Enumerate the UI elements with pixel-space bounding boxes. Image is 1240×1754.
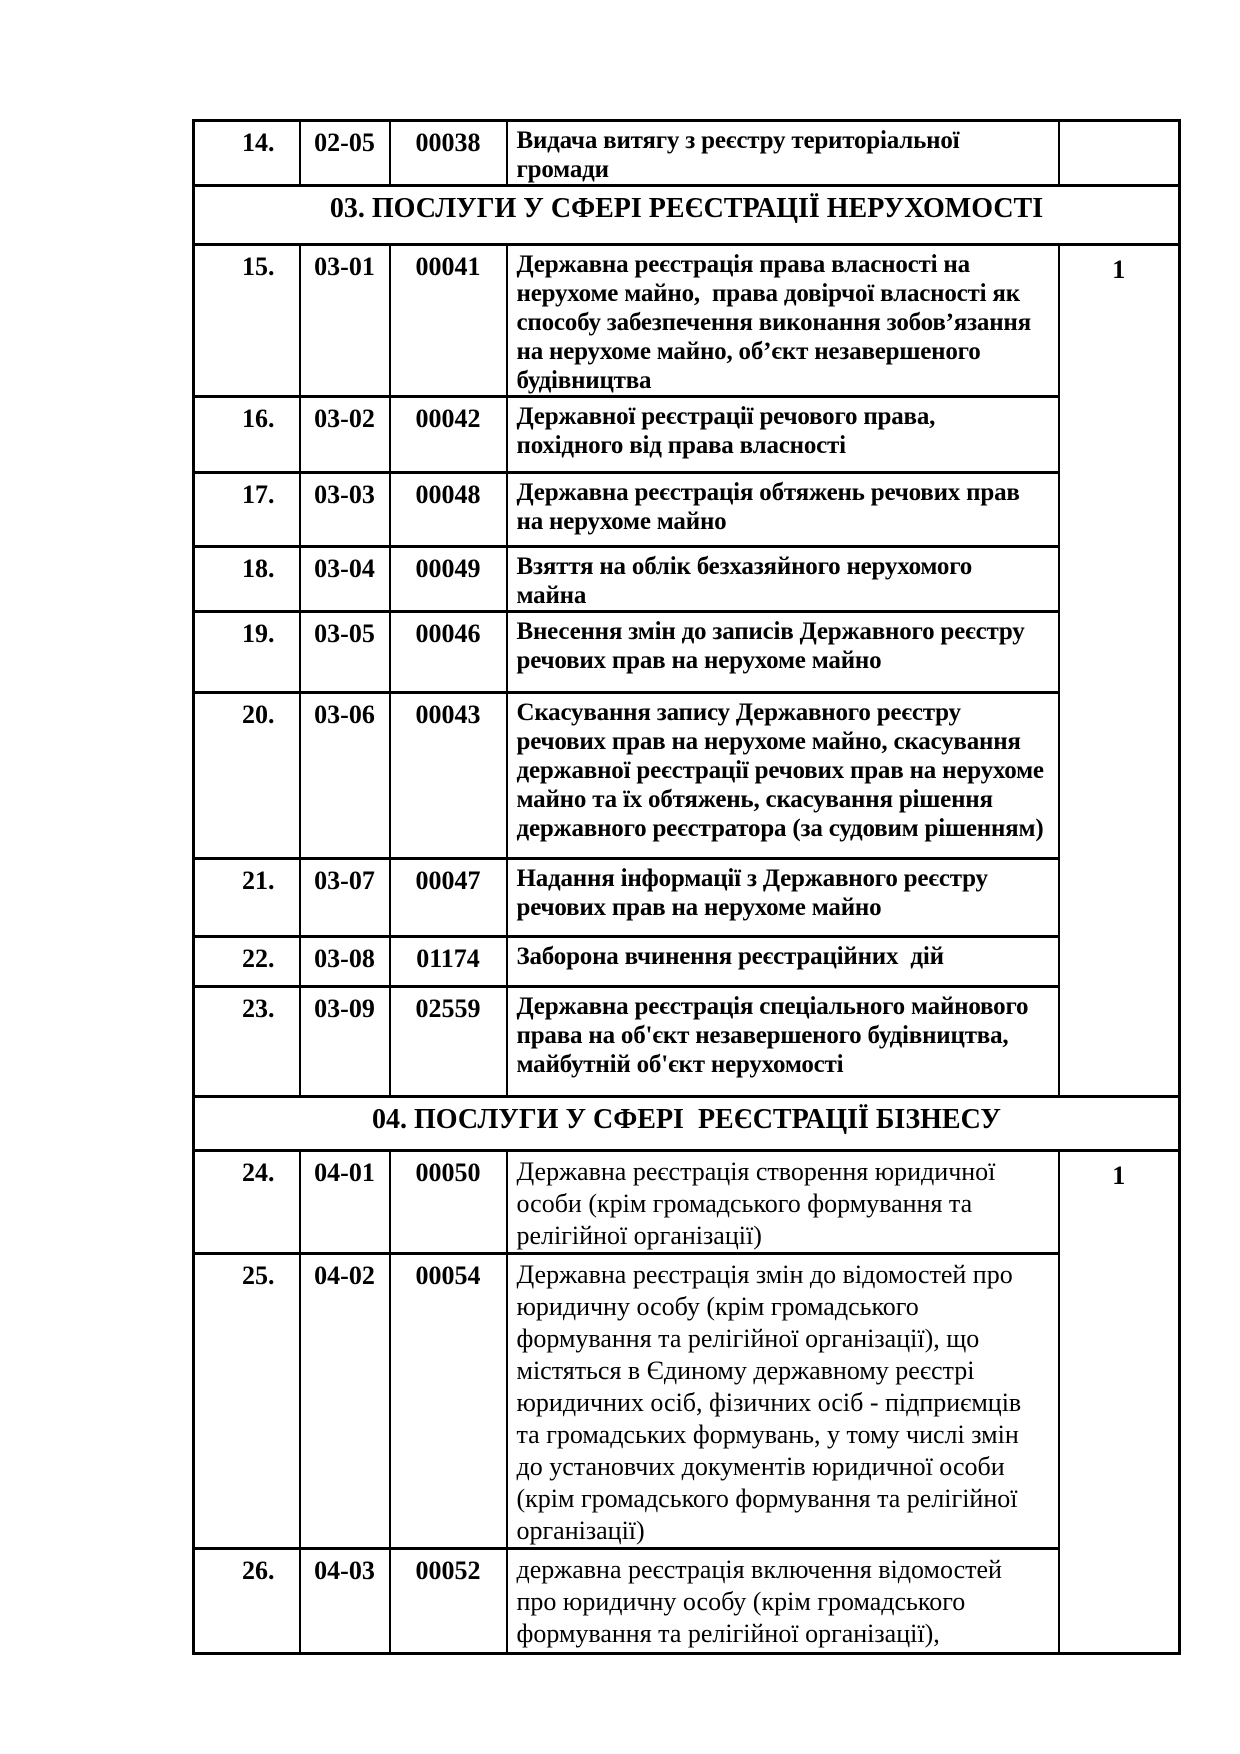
service-code-cell: 01174 bbox=[390, 937, 507, 987]
service-description-cell: Видача витягу з реєстру територіальної громади bbox=[507, 121, 1059, 186]
group-code-cell: 04-02 bbox=[300, 1254, 390, 1549]
service-description-cell: Державна реєстрація обтяжень речових прав на нерухоме майно bbox=[507, 473, 1059, 547]
row-number-cell: 14. bbox=[194, 121, 300, 186]
row-number-cell: 15. bbox=[194, 245, 300, 397]
group-code-cell: 04-03 bbox=[300, 1549, 390, 1654]
service-code-cell: 00049 bbox=[390, 547, 507, 612]
row-number-cell: 19. bbox=[194, 612, 300, 693]
table-row bbox=[194, 937, 1180, 987]
row-number-cell: 24. bbox=[194, 1151, 300, 1254]
service-code-cell: 00047 bbox=[390, 859, 507, 937]
row-number-cell: 20. bbox=[194, 693, 300, 859]
service-code-cell: 00048 bbox=[390, 473, 507, 547]
row-number-cell: 18. bbox=[194, 547, 300, 612]
table-row bbox=[194, 1549, 1180, 1654]
service-description-cell: Державна реєстрація права власності на нерухоме майно, права довірчої власності як способу забезпечення виконання зобов’язання на нерухоме майно, об’єкт незавершеного будівництва bbox=[507, 245, 1059, 397]
service-code-cell: 00050 bbox=[390, 1151, 507, 1254]
table-row bbox=[194, 186, 1180, 245]
table-row bbox=[194, 1254, 1180, 1549]
service-code-cell: 00042 bbox=[390, 397, 507, 473]
group-code-cell: 03-03 bbox=[300, 473, 390, 547]
service-description-cell: Взяття на облік безхазяйного нерухомого майна bbox=[507, 547, 1059, 612]
group-code-cell: 03-04 bbox=[300, 547, 390, 612]
row-number-cell: 16. bbox=[194, 397, 300, 473]
service-code-cell: 00043 bbox=[390, 693, 507, 859]
table-row bbox=[194, 1151, 1180, 1254]
row-number-cell: 25. bbox=[194, 1254, 300, 1549]
group-code-cell: 04-01 bbox=[300, 1151, 390, 1254]
row-number-cell: 22. bbox=[194, 937, 300, 987]
group-code-cell: 03-07 bbox=[300, 859, 390, 937]
service-description-cell: Державна реєстрація створення юридичної особи (крім громадського формування та релігійної організації) bbox=[507, 1151, 1059, 1254]
table-row bbox=[194, 547, 1180, 612]
service-code-cell: 00054 bbox=[390, 1254, 507, 1549]
group-code-cell: 03-06 bbox=[300, 693, 390, 859]
service-code-cell: 00038 bbox=[390, 121, 507, 186]
count-cell: 1 bbox=[1059, 1151, 1180, 1654]
table-row bbox=[194, 1097, 1180, 1151]
group-code-cell: 03-05 bbox=[300, 612, 390, 693]
table-row bbox=[194, 473, 1180, 547]
service-description-cell: державна реєстрація включення відомостей про юридичну особу (крім громадського формування та релігійної організації), bbox=[507, 1549, 1059, 1654]
section-header-04: 04. ПОСЛУГИ У СФЕРІ РЕЄСТРАЦІЇ БІЗНЕСУ bbox=[194, 1097, 1180, 1151]
service-description-cell: Державної реєстрації речового права, похідного від права власності bbox=[507, 397, 1059, 473]
group-code-cell: 03-01 bbox=[300, 245, 390, 397]
section-header-03: 03. ПОСЛУГИ У СФЕРІ РЕЄСТРАЦІЇ НЕРУХОМОСТІ bbox=[194, 186, 1180, 245]
table-row bbox=[194, 612, 1180, 693]
service-description-cell: Державна реєстрація спеціального майнового права на об'єкт незавершеного будівництва, майбутній об'єкт нерухомості bbox=[507, 987, 1059, 1097]
table-row bbox=[194, 987, 1180, 1097]
table-row bbox=[194, 245, 1180, 397]
table-row bbox=[194, 693, 1180, 859]
table-row bbox=[194, 121, 1180, 186]
row-number-cell: 26. bbox=[194, 1549, 300, 1654]
count-cell: 1 bbox=[1059, 245, 1180, 1097]
group-code-cell: 03-09 bbox=[300, 987, 390, 1097]
table-row bbox=[194, 859, 1180, 937]
service-code-cell: 02559 bbox=[390, 987, 507, 1097]
service-description-cell: Скасування запису Державного реєстру речових прав на нерухоме майно, скасування державної реєстрації речових прав на нерухоме майно та їх обтяжень, скасування рішення державного реєстратора (за судовим рішенням) bbox=[507, 693, 1059, 859]
count-cell bbox=[1059, 121, 1180, 186]
service-code-cell: 00041 bbox=[390, 245, 507, 397]
service-code-cell: 00046 bbox=[390, 612, 507, 693]
service-description-cell: Державна реєстрація змін до відомостей про юридичну особу (крім громадського формування та релігійної організації), що містяться в Єдиному державному реєстрі юридичних осіб, фізичних осіб - підприємців та громадських формувань, у тому числі змін до установчих документів юридичної особи (крім громадського формування та релігійної організації) bbox=[507, 1254, 1059, 1549]
group-code-cell: 03-02 bbox=[300, 397, 390, 473]
service-description-cell: Внесення змін до записів Державного реєстру речових прав на нерухоме майно bbox=[507, 612, 1059, 693]
table-row bbox=[194, 397, 1180, 473]
group-code-cell: 02-05 bbox=[300, 121, 390, 186]
row-number-cell: 23. bbox=[194, 987, 300, 1097]
group-code-cell: 03-08 bbox=[300, 937, 390, 987]
service-description-cell: Заборона вчинення реєстраційних дій bbox=[507, 937, 1059, 987]
row-number-cell: 21. bbox=[194, 859, 300, 937]
services-table bbox=[192, 119, 1181, 1655]
service-code-cell: 00052 bbox=[390, 1549, 507, 1654]
service-description-cell: Надання інформації з Державного реєстру речових прав на нерухоме майно bbox=[507, 859, 1059, 937]
row-number-cell: 17. bbox=[194, 473, 300, 547]
